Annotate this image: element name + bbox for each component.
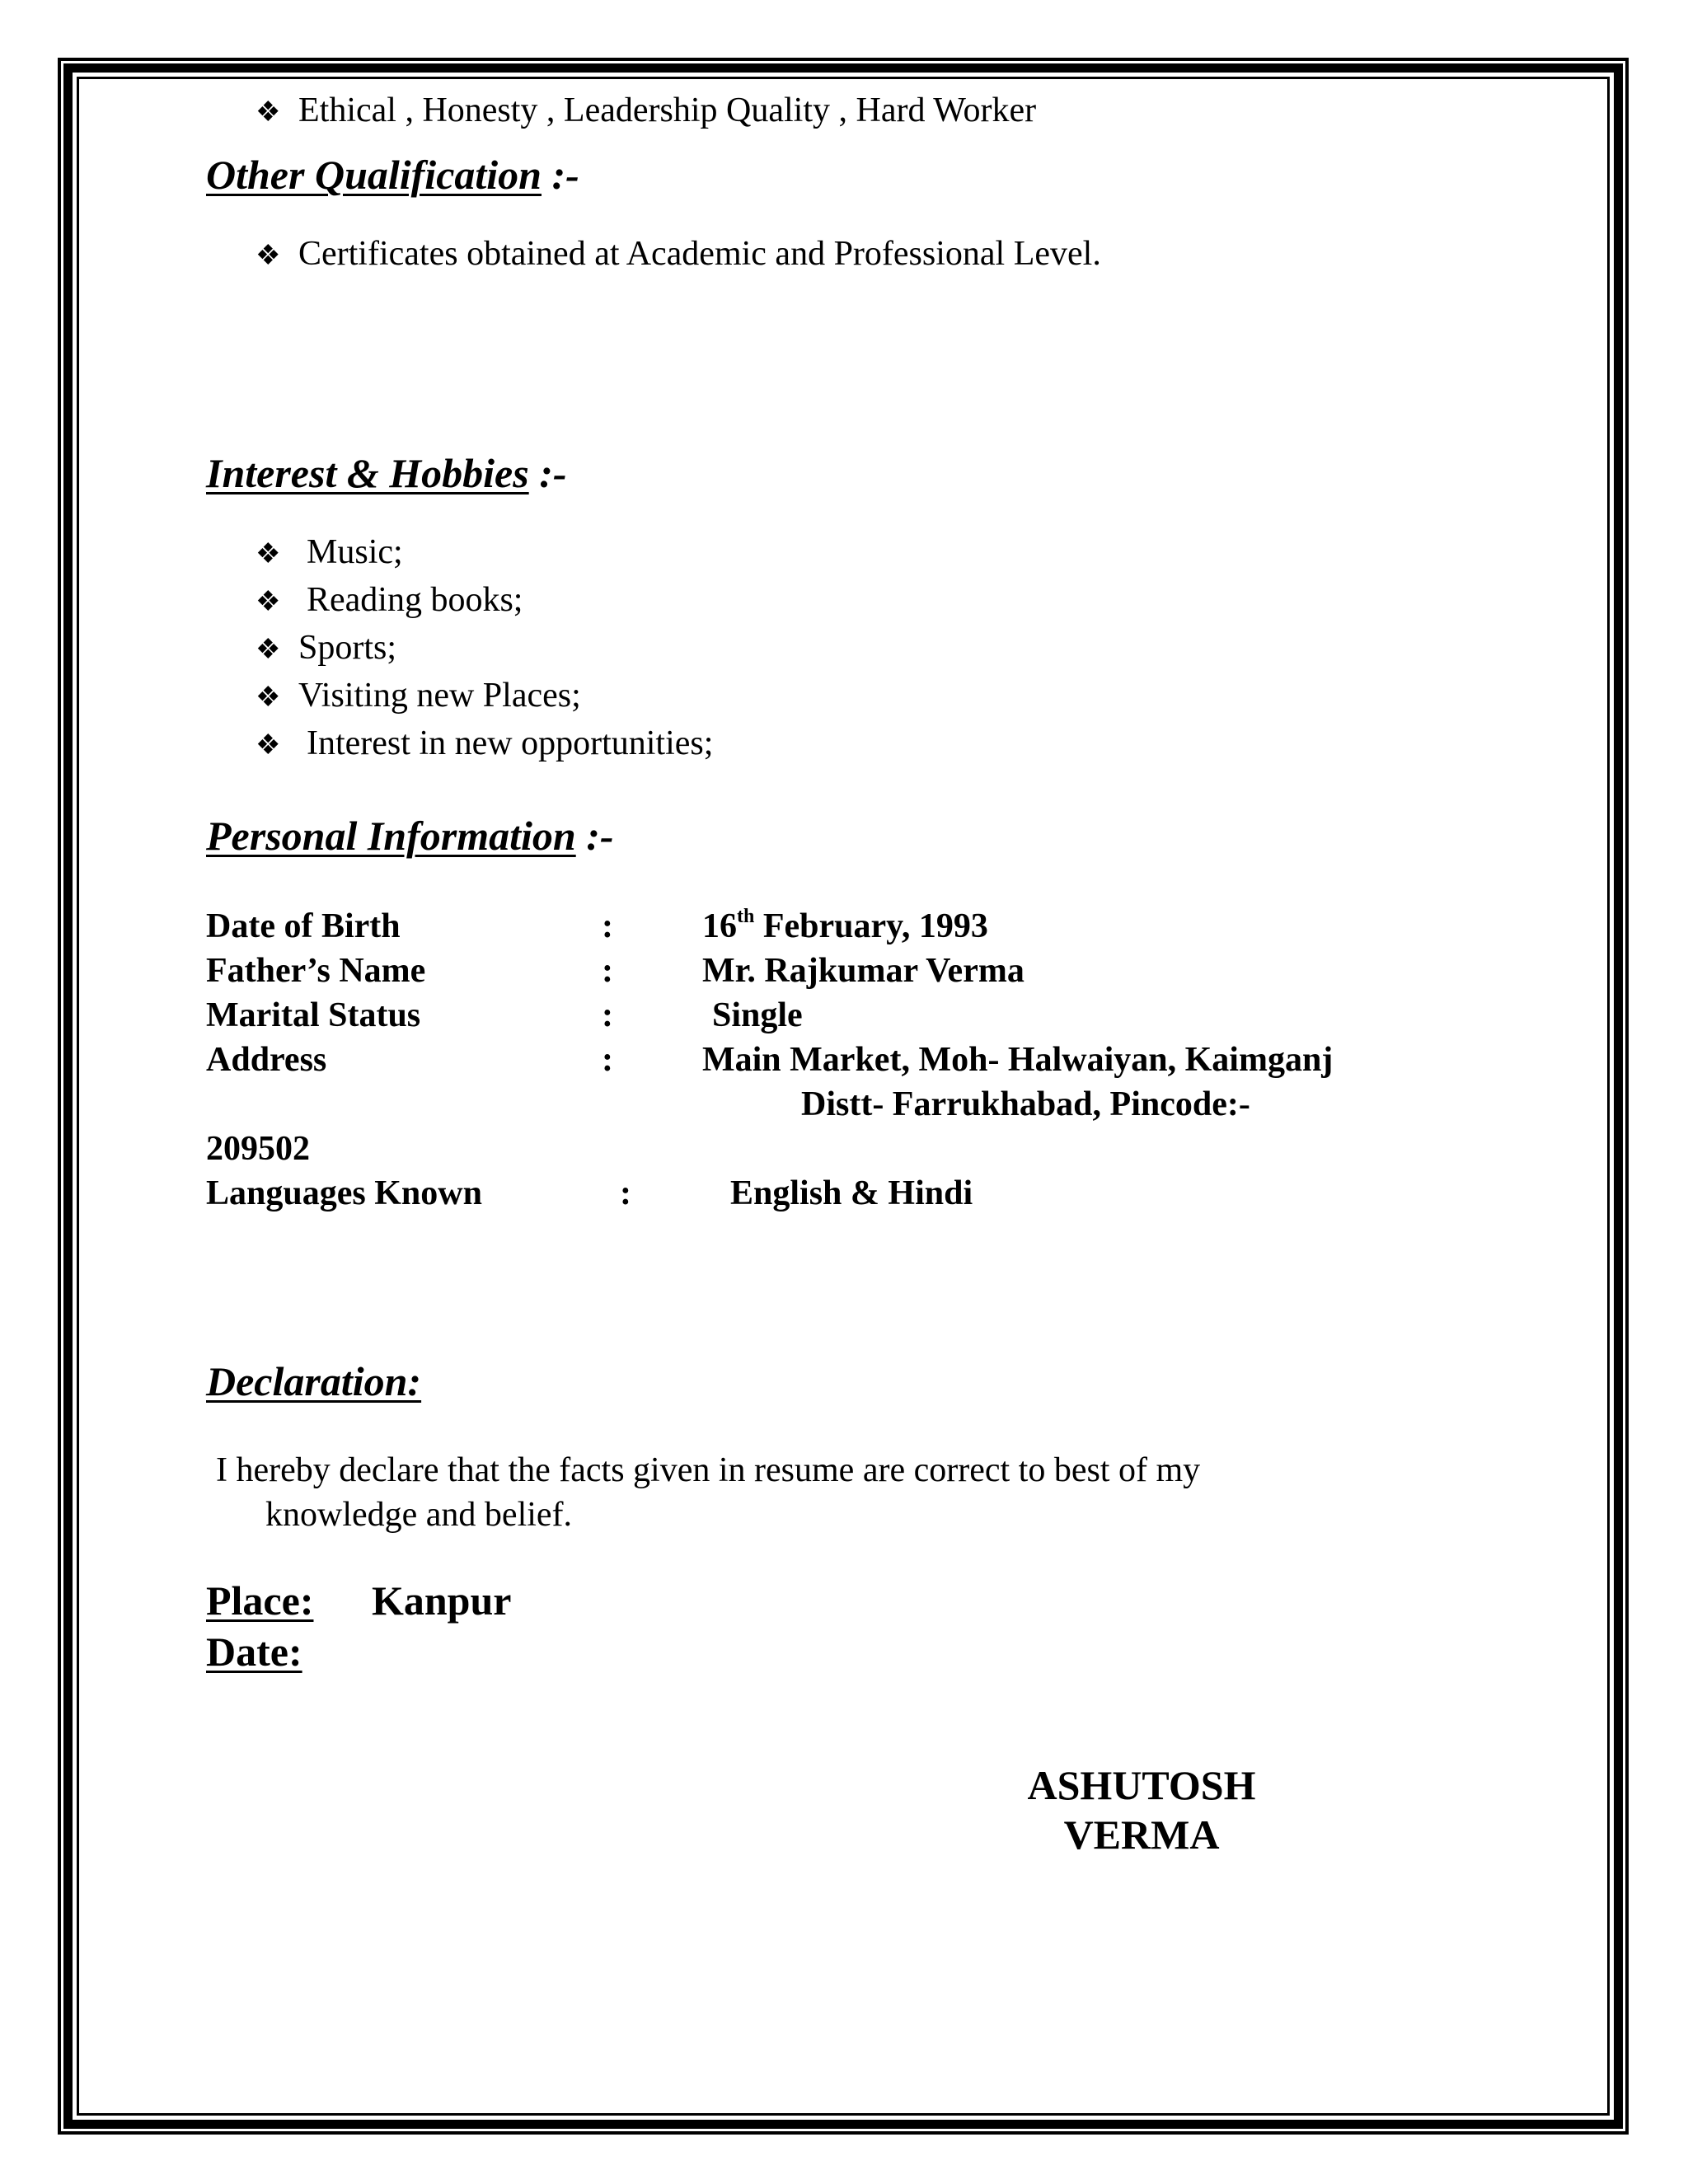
place-row <box>206 1576 511 1625</box>
list-item <box>256 674 581 719</box>
dob-label: Date of Birth <box>206 907 401 945</box>
father-label: Father’s Name <box>206 952 426 990</box>
address-separator: : <box>602 1041 613 1079</box>
list-item <box>256 722 713 767</box>
diamond-bullet-icon: ❖ <box>256 587 281 617</box>
diamond-bullet-icon: ❖ <box>256 730 281 761</box>
address-line-2: Distt- Farrukhabad, Pincode:- <box>801 1085 1250 1123</box>
other-qualification-heading <box>206 150 579 199</box>
dob-month-year: February, 1993 <box>762 907 988 945</box>
diamond-bullet-icon: ❖ <box>256 539 281 569</box>
list-item <box>256 626 396 672</box>
interest-item-text: Sports; <box>298 629 397 667</box>
diamond-bullet-icon: ❖ <box>256 97 281 128</box>
diamond-bullet-icon: ❖ <box>256 682 281 713</box>
dob-day: 16 <box>702 907 737 945</box>
address-label: Address <box>206 1041 327 1079</box>
personal-info-title: Personal Information <box>206 813 576 859</box>
qualities-text: Ethical , Honesty , Leadership Quality , Hard Worker <box>298 91 1037 129</box>
date-label: Date: <box>206 1629 302 1675</box>
other-qualification-suffix: :- <box>551 152 579 198</box>
signature-last-name: VERMA <box>1063 1811 1220 1858</box>
diamond-bullet-icon: ❖ <box>256 241 281 271</box>
father-separator: : <box>602 952 613 990</box>
languages-label: Languages Known <box>206 1174 482 1212</box>
address-line-3: 209502 <box>206 1130 310 1168</box>
personal-info-heading <box>206 811 614 860</box>
qualities-item <box>256 89 1036 134</box>
place-value: Kanpur <box>371 1577 512 1624</box>
interest-item-text: Reading books; <box>307 581 523 619</box>
dob-value <box>702 905 988 948</box>
father-value: Mr. Rajkumar Verma <box>702 952 1025 990</box>
diamond-bullet-icon: ❖ <box>256 635 281 665</box>
qualification-item-text: Certificates obtained at Academic and Professional Level. <box>298 235 1101 273</box>
list-item <box>256 579 523 624</box>
dob-separator: : <box>602 907 613 945</box>
other-qualification-title: Other Qualification <box>206 152 542 198</box>
interests-suffix: :- <box>539 450 567 496</box>
languages-value: English & Hindi <box>730 1174 973 1212</box>
list-item <box>256 232 1101 278</box>
place-label: Place: <box>206 1577 314 1624</box>
languages-separator: : <box>620 1174 631 1212</box>
address-line-1: Main Market, Moh- Halwaiyan, Kaimganj <box>702 1041 1334 1079</box>
declaration-heading <box>206 1357 421 1406</box>
marital-separator: : <box>602 996 613 1034</box>
marital-value: Single <box>712 996 803 1034</box>
signature-first-name: ASHUTOSH <box>1027 1762 1256 1808</box>
marital-label: Marital Status <box>206 996 421 1034</box>
dob-ordinal: th <box>737 906 755 927</box>
interest-item-text: Music; <box>307 533 403 571</box>
interests-title: Interest & Hobbies <box>206 450 529 496</box>
date-row <box>206 1627 302 1676</box>
declaration-line-2: knowledge and belief. <box>265 1496 573 1534</box>
declaration-line-1: I hereby declare that the facts given in resume are correct to best of my <box>216 1451 1201 1489</box>
interest-item-text: Visiting new Places; <box>298 677 581 715</box>
interests-heading <box>206 448 567 498</box>
declaration-title: Declaration: <box>206 1358 422 1404</box>
list-item <box>256 531 403 576</box>
personal-info-suffix: :- <box>586 813 614 859</box>
interest-item-text: Interest in new opportunities; <box>307 724 714 762</box>
